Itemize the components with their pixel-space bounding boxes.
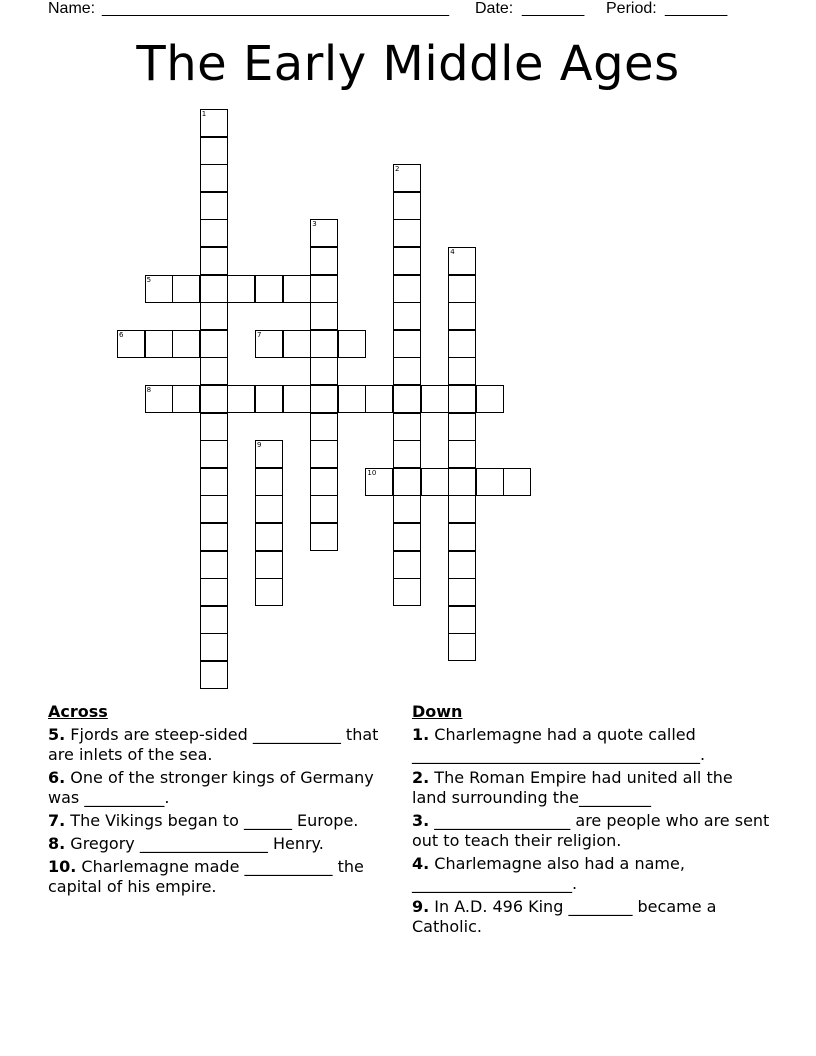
grid-cell[interactable] [200,606,228,634]
grid-cell[interactable] [448,385,476,413]
grid-cell[interactable] [393,275,421,303]
grid-cell[interactable] [393,385,421,413]
grid-cell[interactable] [310,275,338,303]
grid-cell[interactable] [200,164,228,192]
grid-cell[interactable] [365,468,393,496]
down-clue [412,897,772,937]
grid-cell[interactable] [255,578,283,606]
grid-cell[interactable] [448,551,476,579]
grid-cell[interactable] [145,275,173,303]
clue-text: _________________ are people who are sent out to teach their religion. [412,811,775,850]
across-clue-list [48,725,398,897]
grid-cell[interactable] [200,192,228,220]
grid-cell[interactable] [448,413,476,441]
clue-text: The Roman Empire had united all the land surrounding the_________ [412,768,738,807]
grid-cell[interactable] [200,137,228,165]
clue-number: 7. [48,811,66,830]
grid-cell[interactable] [200,247,228,275]
grid-cell[interactable] [255,495,283,523]
clue-number: 7 [257,330,262,339]
name-label: Name: [48,0,96,17]
grid-cell[interactable] [255,468,283,496]
across-clue [48,834,398,854]
grid-cell[interactable] [310,413,338,441]
clue-number: 8 [146,386,152,394]
grid-cell[interactable] [393,219,421,247]
grid-cell[interactable] [200,661,228,689]
page-title: The Early Middle Ages [136,36,680,92]
down-clue [412,811,775,851]
grid-cell[interactable] [448,468,476,496]
grid-cell[interactable] [448,247,476,275]
grid-cell[interactable] [393,523,421,551]
grid-cell[interactable] [255,523,283,551]
grid-cell[interactable] [393,302,421,330]
across-clue [48,768,398,808]
across-clue [48,811,398,831]
clue-number: 10. [48,857,77,876]
clue-number: 3 [312,220,317,229]
grid-cell[interactable] [476,385,504,413]
grid-cell[interactable] [172,275,200,303]
down-heading: Down [412,702,463,721]
grid-cell[interactable] [200,468,228,496]
grid-cell[interactable] [200,357,228,385]
across-heading: Across [48,702,108,721]
grid-cell[interactable] [283,275,311,303]
grid-cell[interactable] [200,385,228,413]
grid-cell[interactable] [448,495,476,523]
clue-number: 9 [257,441,262,450]
grid-cell[interactable] [448,330,476,358]
clue-text: Fjords are steep-sided ___________ that are inlets of the sea. [48,725,384,764]
clue-text: The Vikings began to ______ Europe. [65,811,359,830]
clue-number: 1 [201,110,207,118]
grid-cell[interactable] [283,330,311,358]
clue-number: 4. [412,854,430,873]
grid-cell[interactable] [310,468,338,496]
grid-cell[interactable] [310,495,338,523]
grid-cell[interactable] [172,330,200,358]
clue-number: 1. [412,725,430,744]
grid-cell[interactable] [393,468,421,496]
grid-cell[interactable] [448,357,476,385]
grid-cell[interactable] [476,468,504,496]
grid-cell[interactable] [117,330,145,358]
grid-cell[interactable] [200,523,228,551]
grid-cell[interactable] [200,578,228,606]
clue-number: 6 [119,330,124,339]
grid-cell[interactable] [393,330,421,358]
clue-text: Charlemagne had a quote called ____________________________________. [412,725,706,764]
grid-cell[interactable] [200,275,228,303]
grid-cell[interactable] [227,275,255,303]
clue-text: One of the stronger kings of Germany was __________. [48,768,379,807]
down-clue [412,768,772,808]
period-label: Period: [606,0,657,17]
clue-text: Charlemagne made ___________ the capital of his empire. [48,857,369,896]
down-clue [412,854,772,894]
across-clues [48,702,398,900]
clue-number: 2. [412,768,430,787]
across-clue [48,857,398,897]
grid-cell[interactable] [448,606,476,634]
grid-cell[interactable] [255,440,283,468]
grid-cell[interactable] [145,330,173,358]
grid-cell[interactable] [393,164,421,192]
grid-cell[interactable] [393,357,421,385]
grid-cell[interactable] [310,357,338,385]
grid-cell[interactable] [200,440,228,468]
clue-number: 5 [146,275,152,284]
grid-cell[interactable] [200,551,228,579]
clue-number: 3. [412,811,430,830]
down-clue-list [412,725,775,937]
across-clue [48,725,398,765]
grid-cell[interactable] [310,385,338,413]
grid-cell[interactable] [310,247,338,275]
clue-text: In A.D. 496 King ________ became a Catholic. [412,897,722,936]
grid-cell[interactable] [310,219,338,247]
down-clue [412,725,772,765]
grid-cell[interactable] [503,468,531,496]
grid-cell[interactable] [200,633,228,661]
grid-cell[interactable] [393,578,421,606]
name-blank[interactable]: _______________________________________ [102,0,450,17]
period-blank[interactable]: _______ [665,0,728,17]
grid-cell[interactable] [421,385,449,413]
grid-cell[interactable] [393,440,421,468]
grid-cell[interactable] [393,495,421,523]
grid-cell[interactable] [365,385,393,413]
grid-cell[interactable] [255,385,283,413]
grid-cell[interactable] [448,523,476,551]
grid-cell[interactable] [227,385,255,413]
grid-cell[interactable] [393,551,421,579]
grid-cell[interactable] [200,302,228,330]
clue-number: 2 [395,165,400,174]
down-clues [412,702,775,940]
grid-cell[interactable] [200,413,228,441]
grid-cell[interactable] [200,219,228,247]
clue-number: 9. [412,897,430,916]
date-blank[interactable]: _______ [522,0,585,17]
grid-cell[interactable] [255,330,283,358]
grid-cell[interactable] [255,551,283,579]
grid-cell[interactable] [200,495,228,523]
grid-cell[interactable] [393,247,421,275]
grid-cell[interactable] [338,385,366,413]
grid-cell[interactable] [448,633,476,661]
grid-cell[interactable] [310,330,338,358]
grid-cell[interactable] [448,302,476,330]
grid-cell[interactable] [172,385,200,413]
clue-number: 5. [48,725,66,744]
clue-number: 10 [367,468,377,477]
grid-cell[interactable] [448,578,476,606]
grid-cell[interactable] [283,385,311,413]
grid-cell[interactable] [393,192,421,220]
clue-number: 4 [450,248,455,256]
date-label: Date: [475,0,514,17]
grid-cell[interactable] [310,440,338,468]
clue-number: 6. [48,768,66,787]
grid-cell[interactable] [448,275,476,303]
grid-cell[interactable] [338,330,366,358]
grid-cell[interactable] [448,440,476,468]
grid-cell[interactable] [255,275,283,303]
grid-cell[interactable] [145,385,173,413]
clue-number: 8. [48,834,66,853]
grid-cell[interactable] [310,302,338,330]
grid-cell[interactable] [310,523,338,551]
clue-text: Charlemagne also had a name, ____________________. [412,854,690,893]
clue-text: Gregory ________________ Henry. [65,834,324,853]
grid-cell[interactable] [421,468,449,496]
grid-cell[interactable] [200,109,228,137]
grid-cell[interactable] [200,330,228,358]
grid-cell[interactable] [393,413,421,441]
